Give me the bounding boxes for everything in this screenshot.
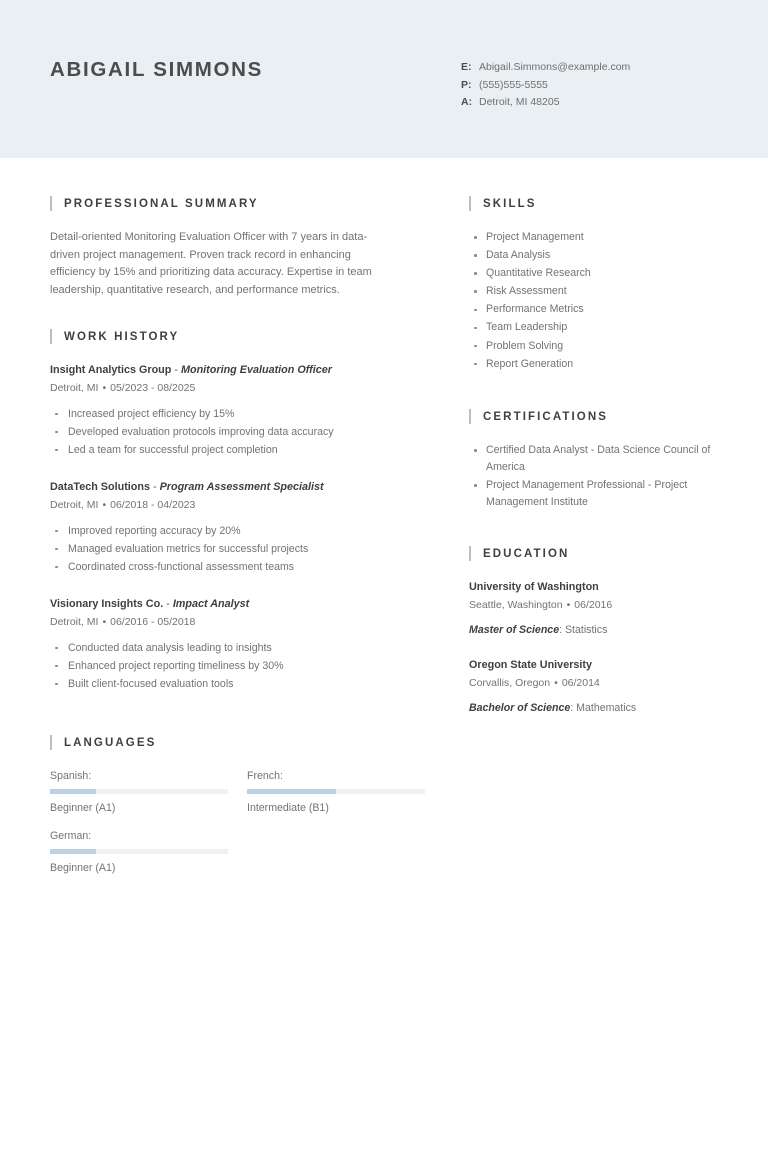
language-name: German: [50,830,92,842]
job-bullet: Led a team for successful project completion [50,441,425,459]
language-proficiency-track [50,789,228,794]
education-degree [469,622,719,638]
skill-item: Problem Solving [469,338,719,356]
job-dates: 06/2018 - 04/2023 [110,499,196,511]
job-bullet-list [50,639,425,693]
contact-key-email: E: [461,61,472,73]
section-head-certifications [469,409,719,424]
certifications-list [469,442,719,510]
job-bullet: Increased project efficiency by 15% [50,405,425,423]
job-separator: - [149,481,160,493]
language-name: Spanish: [50,770,92,782]
section-professional-summary [50,196,425,299]
language-proficiency-track [247,789,425,794]
language-item [247,768,425,816]
education-degree-field: : Mathematics [570,702,637,715]
section-title-education: EDUCATION [483,547,570,560]
education-entry [469,579,719,638]
accent-bar-icon [469,409,471,424]
job-meta [50,380,425,396]
bullet-dot-icon: • [102,382,107,394]
job-company: Visionary Insights Co. [50,598,164,610]
section-languages [50,735,425,888]
accent-bar-icon [469,196,471,211]
bullet-dot-icon: • [554,677,558,690]
job-location: Detroit, MI [50,616,99,628]
education-date: 06/2014 [561,677,600,690]
language-proficiency-fill [50,789,96,794]
contact-value-phone[interactable]: (555)555-5555 [479,78,548,91]
summary-text: Detail-oriented Monitoring Evaluation Officer with 7 years in data-driven project management. Proven track record in enhancing efficiency by 15% and prioritizing data accuracy. Expertise in team leadership, quantitative research, and performance metrics. [50,231,372,296]
skills-list [469,229,719,373]
education-degree-name: Bachelor of Science [469,702,571,715]
skill-item: Project Management [469,229,719,247]
contact-key-phone: P: [461,78,472,91]
section-head-languages [50,735,425,750]
job-bullet: Enhanced project reporting timeliness by 30% [50,657,425,675]
section-title-summary: PROFESSIONAL SUMMARY [64,197,259,210]
section-work-history [50,329,425,693]
job-separator: - [171,364,181,376]
job-title-line [50,479,425,495]
job-bullet: Built client-focused evaluation tools [50,675,425,693]
work-history-entry [50,596,425,693]
language-level: Intermediate (B1) [247,802,329,814]
job-location: Detroit, MI [50,499,99,511]
section-title-skills: SKILLS [483,197,537,210]
education-meta [469,597,719,613]
education-location: Seattle, Washington [469,599,563,612]
section-certifications [469,409,719,510]
skill-item: Risk Assessment [469,283,719,301]
accent-bar-icon [469,546,471,561]
language-proficiency-fill [50,849,96,854]
education-meta [469,675,719,691]
language-name: French: [247,770,283,782]
skill-item: Performance Metrics [469,301,719,319]
bullet-dot-icon: • [566,599,571,612]
skill-item: Quantitative Research [469,265,719,283]
section-title-languages: LANGUAGES [64,736,157,749]
job-title-line [50,362,425,378]
right-column [469,196,719,742]
left-column [50,196,425,914]
job-bullet-list [50,522,425,576]
job-bullet: Developed evaluation protocols improving data accuracy [50,423,425,441]
accent-bar-icon [50,196,52,211]
contact-key-address: A: [461,96,473,108]
education-date: 06/2016 [574,599,613,612]
work-history-entry [50,479,425,576]
education-degree [469,700,719,716]
education-school: University of Washington [469,581,599,594]
contact-block [461,59,630,112]
job-company: Insight Analytics Group [50,364,172,376]
section-title-work-history: WORK HISTORY [64,330,180,343]
language-level: Beginner (A1) [50,802,116,814]
skill-item: Report Generation [469,356,719,374]
job-bullet: Conducted data analysis leading to insights [50,639,425,657]
section-title-certifications: CERTIFICATIONS [483,410,609,423]
job-company: DataTech Solutions [50,481,150,493]
job-meta [50,497,425,513]
bullet-dot-icon: • [102,499,107,511]
candidate-name: ABIGAIL SIMMONS [50,58,264,81]
skill-item: Team Leadership [469,319,719,337]
job-separator: - [163,598,173,610]
resume-body [0,158,768,874]
job-bullet: Managed evaluation metrics for successful projects [50,540,425,558]
job-title-line [50,596,425,612]
contact-row-address [461,94,630,112]
section-head-skills [469,196,719,211]
language-proficiency-track [50,849,228,854]
section-education [469,546,719,716]
job-dates: 06/2016 - 05/2018 [110,616,196,628]
section-head-work-history [50,329,425,344]
job-bullet: Improved reporting accuracy by 20% [50,522,425,540]
language-item [50,828,228,876]
job-bullet-list [50,405,425,459]
job-role: Monitoring Evaluation Officer [181,364,332,376]
bullet-dot-icon: • [102,616,107,628]
language-level: Beginner (A1) [50,862,116,874]
accent-bar-icon [50,735,52,750]
certification-item: Project Management Professional - Project Management Institute [469,477,719,510]
education-degree-name: Master of Science [469,624,560,637]
job-bullet: Coordinated cross-functional assessment teams [50,558,425,576]
job-meta [50,614,425,630]
work-history-entry [50,362,425,459]
job-location: Detroit, MI [50,382,99,394]
resume-header [0,0,768,158]
education-school: Oregon State University [469,659,592,672]
section-skills [469,196,719,373]
section-head-summary [50,196,425,211]
job-role: Program Assessment Specialist [159,481,324,493]
contact-value-email[interactable]: Abigail.Simmons@example.com [479,61,631,73]
language-proficiency-fill [247,789,336,794]
language-grid [50,768,425,888]
job-role: Impact Analyst [172,598,250,610]
education-degree-field: : Statistics [559,624,608,637]
education-location: Corvallis, Oregon [469,677,551,690]
contact-value-address: Detroit, MI 48205 [479,96,560,108]
language-item [50,768,228,816]
contact-row-phone [461,77,630,95]
skill-item: Data Analysis [469,247,719,265]
education-entry [469,657,719,716]
job-dates: 05/2023 - 08/2025 [110,382,196,394]
certification-item: Certified Data Analyst - Data Science Council of America [469,442,719,475]
contact-row-email [461,59,630,77]
accent-bar-icon [50,329,52,344]
section-head-education [469,546,719,561]
